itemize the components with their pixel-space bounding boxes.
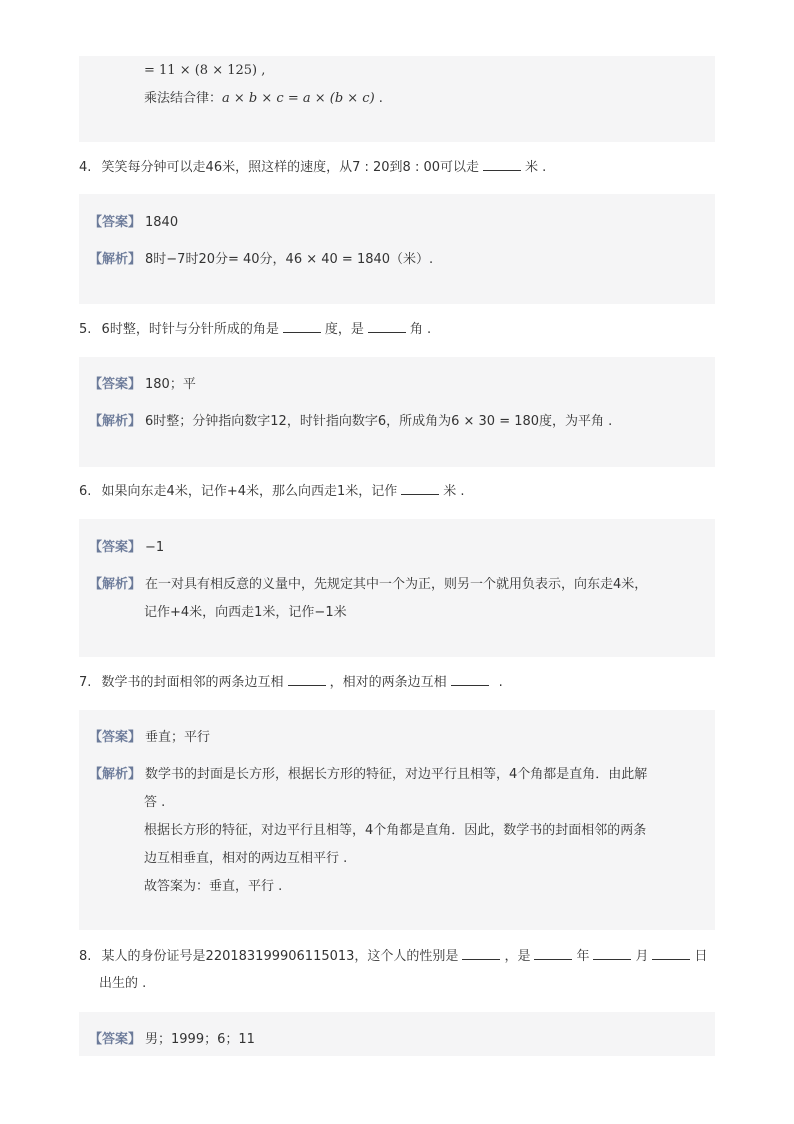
answer-8-row [89,1031,255,1049]
answer-4-tag: 【答案】 [89,215,142,230]
question-5-text-b: 度，是 [324,322,364,337]
analysis-7-row [89,766,647,784]
question-7-number: 7. [79,675,92,690]
question-7-blank-1 [288,673,326,686]
question-8-text-e: 日 [694,949,708,964]
question-7-text-c: . [498,675,503,690]
question-4-text-a: 笑笑每分钟可以走46米，照这样的速度，从7 : 20到8 : 00可以走 [101,160,480,175]
question-5-text-a: 6时整，时针与分针所成的角是 [101,322,279,337]
question-8-text-a: 某人的身份证号是220183199906115013，这个人的性别是 [101,949,459,964]
question-4 [79,158,546,177]
answer-box-7 [79,710,715,930]
question-4-number: 4. [79,160,92,175]
analysis-5-row [89,413,612,431]
question-8-blank-3 [593,947,631,960]
answer-6-row [89,539,164,557]
question-8 [79,947,708,966]
question-8-blank-2 [534,947,572,960]
analysis-6-row [89,576,647,594]
analysis-7-text-5: 故答案为：垂直，平行 . [144,879,283,894]
question-7-text-a: 数学书的封面相邻的两条边互相 [101,675,284,690]
analysis-4-row [89,251,433,269]
answer-4-row [89,214,178,232]
question-8-text-b: ，是 [504,949,531,964]
answer-5-value: 180；平 [145,377,196,392]
analysis-7-text-4: 边互相垂直，相对的两边互相平行 . [144,851,348,866]
prev-line-2 [144,90,383,108]
question-6 [79,482,465,501]
question-5-blank-2 [368,320,406,333]
answer-8-tag: 【答案】 [89,1032,142,1047]
analysis-4-tag: 【解析】 [89,252,142,267]
answer-box-5 [79,357,715,467]
answer-5-tag: 【答案】 [89,377,142,392]
analysis-5-tag: 【解析】 [89,414,142,429]
prev-line-2-math: a × b × c = a × (b × c) [222,91,375,106]
question-6-text-b: 米 . [443,484,465,499]
analysis-6-tag: 【解析】 [89,577,142,592]
question-8-line-2: 出生的 . [99,976,147,991]
analysis-4-text: 8时−7时20分= 40分，46 × 40 = 1840（米）. [145,252,434,267]
answer-box-4 [79,194,715,304]
answer-6-value: −1 [145,540,165,555]
answer-5-row [89,376,196,394]
question-8-text-d: 月 [635,949,649,964]
answer-6-tag: 【答案】 [89,540,142,555]
question-7 [79,673,503,692]
question-8-number: 8. [79,949,92,964]
analysis-7-text-1: 数学书的封面是长方形，根据长方形的特征，对边平行且相等，4个角都是直角．由此解 [145,767,648,782]
answer-7-value: 垂直；平行 [145,730,211,745]
answer-8-value: 男；1999；6；11 [145,1032,255,1047]
question-7-blank-2 [451,673,489,686]
question-8-blank-4 [652,947,690,960]
question-4-blank [483,158,521,171]
prev-line-1: = 11 × (8 × 125) , [144,63,266,78]
answer-box-8 [79,1012,715,1056]
prev-line-2-label: 乘法结合律： [144,91,223,106]
answer-4-value: 1840 [145,215,179,230]
analysis-6-text-1: 在一对具有相反意的义量中，先规定其中一个为正，则另一个就用负表示，向东走4米， [145,577,648,592]
question-5-text-c: 角 . [409,322,432,337]
analysis-7-text-3: 根据长方形的特征，对边平行且相等，4个角都是直角．因此，数学书的封面相邻的两条 [144,823,647,838]
question-5 [79,320,431,339]
analysis-5-text: 6时整；分钟指向数字12，时针指向数字6，所成角为6 × 30 = 180度，为平角 . [145,414,613,429]
question-7-text-b: ，相对的两条边互相 [329,675,447,690]
prev-answer-box [79,56,715,142]
answer-box-6 [79,519,715,657]
question-5-blank-1 [283,320,321,333]
analysis-7-text-2: 答 . [144,795,166,810]
question-8-text-c: 年 [576,949,590,964]
question-6-text-a: 如果向东走4米，记作+4米，那么向西走1米，记作 [101,484,398,499]
prev-line-2-end: . [374,91,383,106]
answer-7-tag: 【答案】 [89,730,142,745]
analysis-7-tag: 【解析】 [89,767,142,782]
analysis-6-text-2: 记作+4米，向西走1米，记作−1米 [144,605,347,620]
question-6-blank [401,482,439,495]
question-6-number: 6. [79,484,92,499]
answer-7-row [89,729,210,747]
question-5-number: 5. [79,322,92,337]
question-8-blank-1 [462,947,500,960]
question-4-text-b: 米 . [525,160,547,175]
